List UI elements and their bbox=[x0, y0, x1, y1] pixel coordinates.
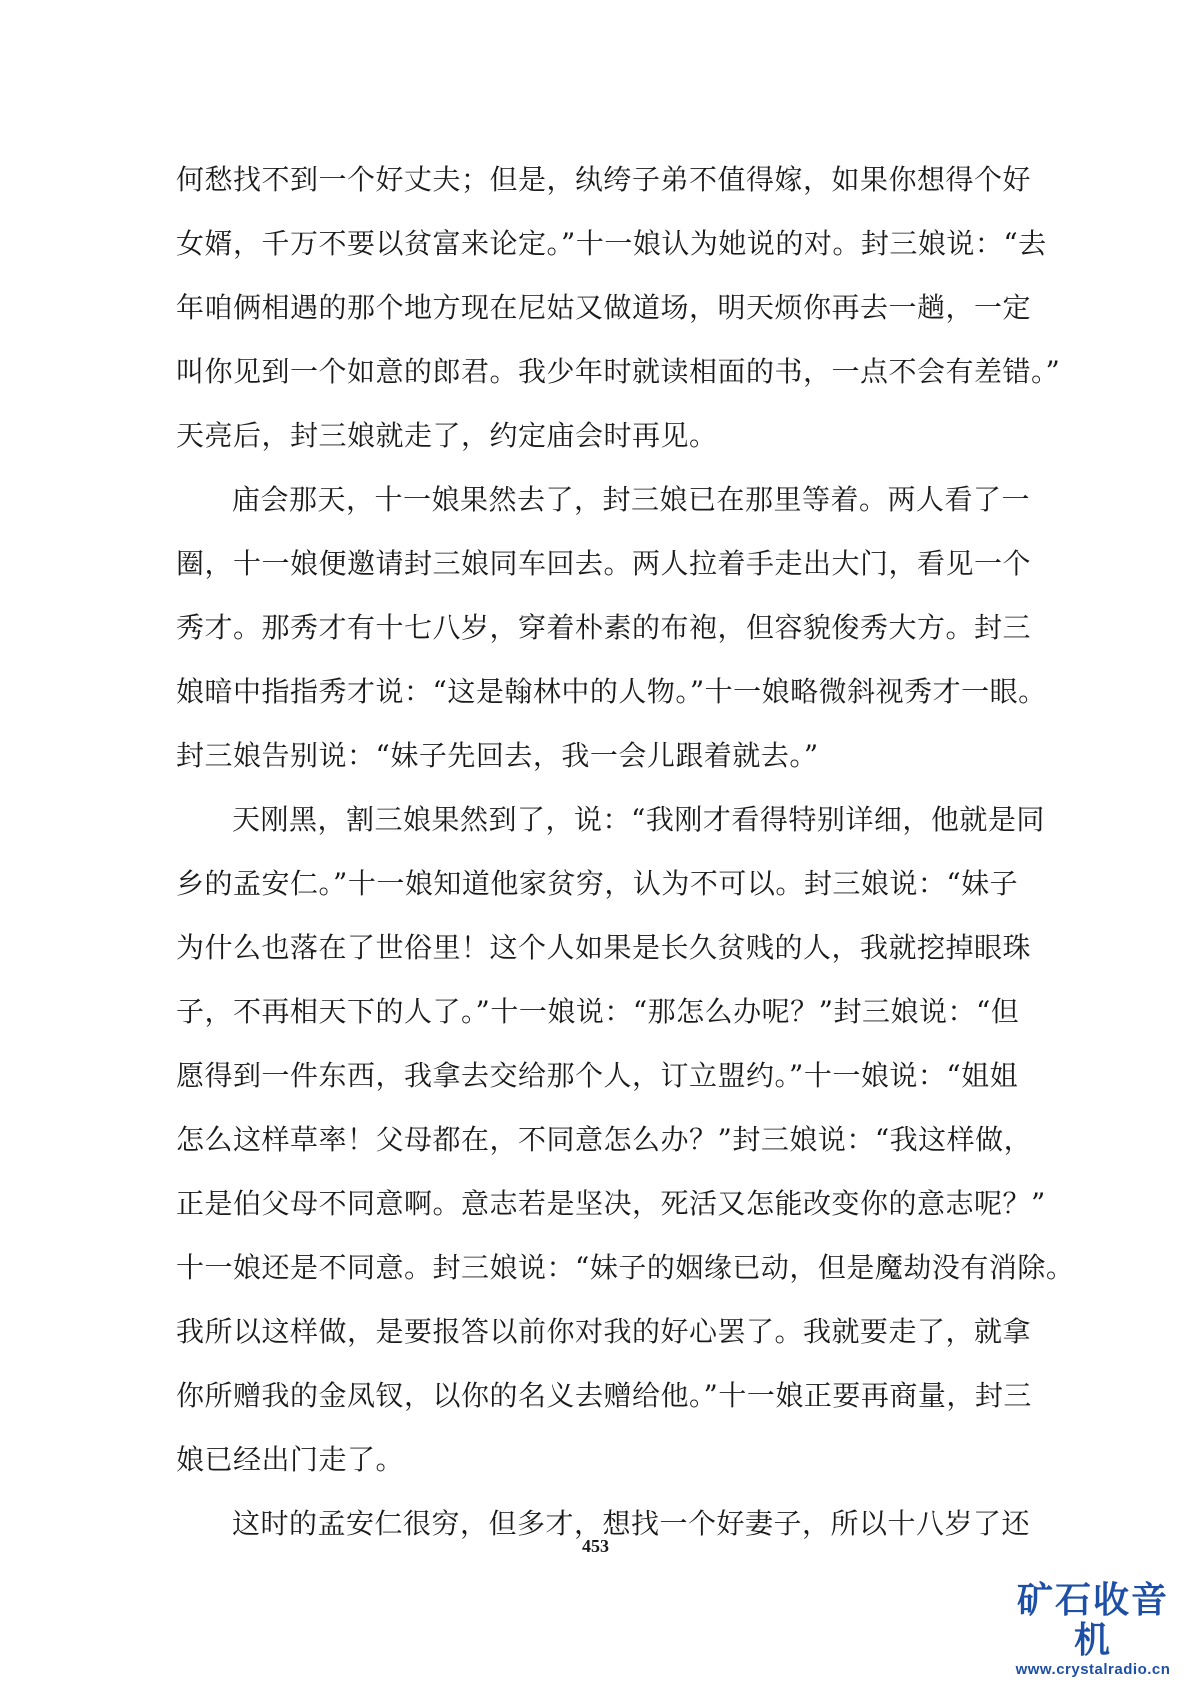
text-line: 子，不再相天下的人了。”十一娘说：“那怎么办呢？”封三娘说：“但 bbox=[176, 995, 1020, 1028]
watermark-logo bbox=[1003, 1581, 1183, 1678]
text-line: 天刚黑，割三娘果然到了，说：“我刚才看得特别详细，他就是同 bbox=[232, 803, 1045, 836]
text-line: 何愁找不到一个好丈夫；但是，纨绔子弟不值得嫁，如果你想得个好 bbox=[176, 163, 1032, 196]
text-line: 娘暗中指指秀才说：“这是翰林中的人物。”十一娘略微斜视秀才一眼。 bbox=[176, 675, 1047, 708]
body-text bbox=[176, 148, 1075, 1556]
text-line: 封三娘告别说：“妹子先回去，我一会儿跟着就去。” bbox=[176, 739, 819, 772]
text-line: 十一娘还是不同意。封三娘说：“妹子的姻缘已动，但是魔劫没有消除。 bbox=[176, 1251, 1075, 1284]
watermark-url: www.crystalradio.cn bbox=[1015, 1661, 1171, 1678]
page-number: 453 bbox=[582, 1536, 609, 1556]
text-line: 女婿，千万不要以贫富来论定。”十一娘认为她说的对。封三娘说：“去 bbox=[176, 227, 1047, 260]
text-line: 秀才。那秀才有十七八岁，穿着朴素的布袍，但容貌俊秀大方。封三 bbox=[176, 611, 1032, 644]
text-line: 乡的孟安仁。”十一娘知道他家贫穷，认为不可以。封三娘说：“妹子 bbox=[176, 867, 1019, 900]
text-line: 娘已经出门走了。 bbox=[176, 1443, 405, 1476]
text-line: 正是伯父母不同意啊。意志若是坚决，死活又怎能改变你的意志呢？” bbox=[176, 1187, 1046, 1220]
watermark-title: 矿石收音机 bbox=[1016, 1580, 1169, 1661]
text-line: 天亮后，封三娘就走了，约定庙会时再见。 bbox=[176, 419, 718, 452]
text-line: 愿得到一件东西，我拿去交给那个人，订立盟约。”十一娘说：“姐姐 bbox=[176, 1059, 1019, 1092]
text-line: 你所赠我的金凤钗，以你的名义去赠给他。”十一娘正要再商量，封三 bbox=[176, 1379, 1032, 1412]
text-line: 年咱俩相遇的那个地方现在尼姑又做道场，明天烦你再去一趟，一定 bbox=[176, 291, 1032, 324]
text-line: 为什么也落在了世俗里！这个人如果是长久贫贱的人，我就挖掉眼珠 bbox=[176, 931, 1032, 964]
text-line: 庙会那天，十一娘果然去了，封三娘已在那里等着。两人看了一 bbox=[232, 483, 1031, 516]
text-line: 叫你见到一个如意的郎君。我少年时就读相面的书，一点不会有差错。” bbox=[176, 355, 1061, 388]
text-line: 我所以这样做，是要报答以前你对我的好心罢了。我就要走了，就拿 bbox=[176, 1315, 1032, 1348]
text-line: 圈，十一娘便邀请封三娘同车回去。两人拉着手走出大门，看见一个 bbox=[176, 547, 1032, 580]
text-line: 这时的孟安仁很穷，但多才，想找一个好妻子，所以十八岁了还 bbox=[232, 1507, 1031, 1540]
text-line: 怎么这样草率！父母都在，不同意怎么办？”封三娘说：“我这样做， bbox=[176, 1123, 1033, 1156]
